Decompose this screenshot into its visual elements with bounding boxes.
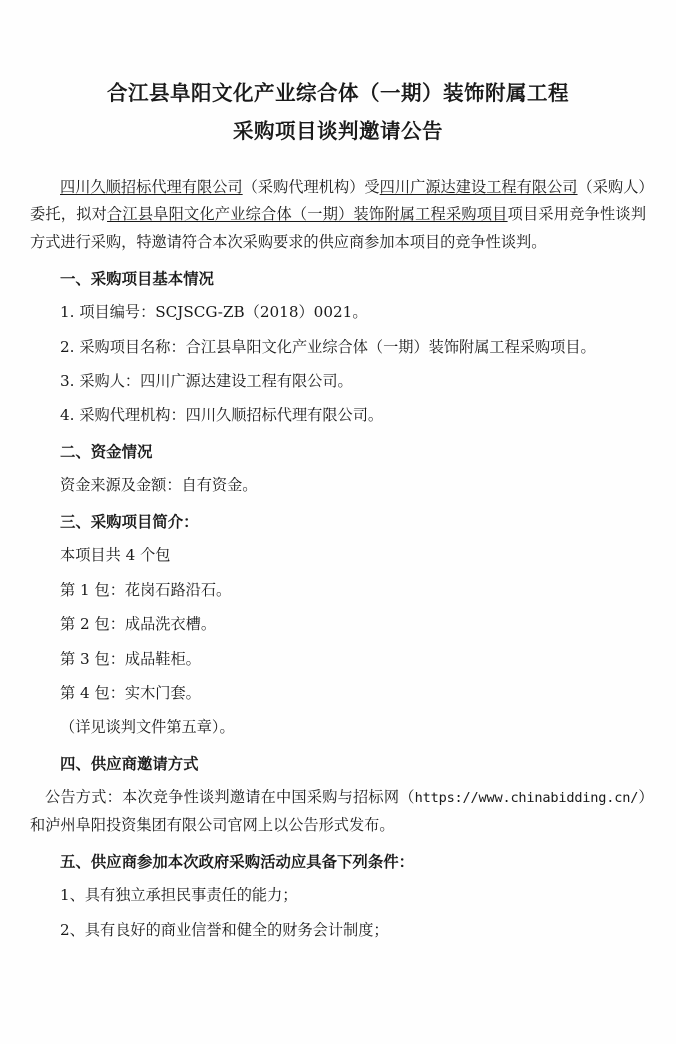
notice-url: https://www.chinabidding.cn/ [414, 790, 639, 807]
section-heading-4: 四、供应商邀请方式 [60, 754, 199, 773]
page-title [30, 78, 646, 148]
notice-suffix: ）和泸州阜阳投资集团有限公司官网上以公告形式发布。 [30, 788, 647, 834]
section-3-item-1: 本项目共 4 个包 [60, 546, 171, 565]
notice-prefix: 公告方式：本次竞争性谈判邀请在中国采购与招标网（ [45, 788, 415, 807]
section-3-item-6: （详见谈判文件第五章）。 [60, 718, 235, 737]
agency-suffix: （采购代理机构）受 [242, 177, 380, 196]
section-3-item-4: 第 3 包：成品鞋柜。 [60, 649, 201, 668]
section-1-item-1 [30, 299, 646, 326]
document-body [30, 174, 646, 945]
purchaser-suffix: （采购人）委托，拟对 [30, 177, 647, 224]
section-1-item-4: 4. 采购代理机构：四川久顺招标代理有限公司。 [60, 406, 384, 425]
project-name-underline: 合江县阜阳文化产业综合体（一期）装饰附属工程采购项目 [107, 205, 508, 224]
title-line-1: 合江县阜阳文化产业综合体（一期）装饰附属工程 [107, 81, 569, 105]
intro-paragraph [30, 174, 646, 257]
section-1-item-3: 3. 采购人：四川广源达建设工程有限公司。 [60, 371, 353, 390]
title-line-2: 采购项目谈判邀请公告 [233, 118, 443, 143]
section-5-item-1: 1、具有独立承担民事责任的能力； [60, 886, 298, 905]
agency-name: 四川久顺招标代理有限公司 [60, 177, 243, 196]
section-1-item-2: 2. 采购项目名称：合江县阜阳文化产业综合体（一期）装饰附属工程采购项目。 [60, 337, 596, 356]
section-5-item-2: 2、具有良好的商业信誉和健全的财务会计制度； [60, 920, 389, 939]
section-heading-2: 二、资金情况 [60, 442, 153, 461]
section-heading-5: 五、供应商参加本次政府采购活动应具备下列条件： [60, 852, 414, 871]
section-4-notice [30, 784, 646, 839]
intro-tail: 项目采用竞争性谈判方式进行采购，特邀请符合本次采购要求的供应商参加本项目的竞争性谈判。 [30, 205, 647, 251]
section-heading-3: 三、采购项目简介： [60, 512, 199, 531]
section-3-item-5: 第 4 包：实木门套。 [60, 683, 201, 702]
purchaser-name: 四川广源达建设工程有限公司 [379, 177, 578, 196]
section-2-item-1: 资金来源及金额：自有资金。 [60, 476, 258, 495]
section-3-item-3: 第 2 包：成品洗衣槽。 [60, 615, 217, 634]
section-1-item-1-text: 1. 项目编号：SCJSCG-ZB（2018）0021。 [60, 303, 368, 322]
section-heading-1: 一、采购项目基本情况 [60, 269, 214, 288]
section-3-item-2: 第 1 包：花岗石路沿石。 [60, 580, 232, 599]
